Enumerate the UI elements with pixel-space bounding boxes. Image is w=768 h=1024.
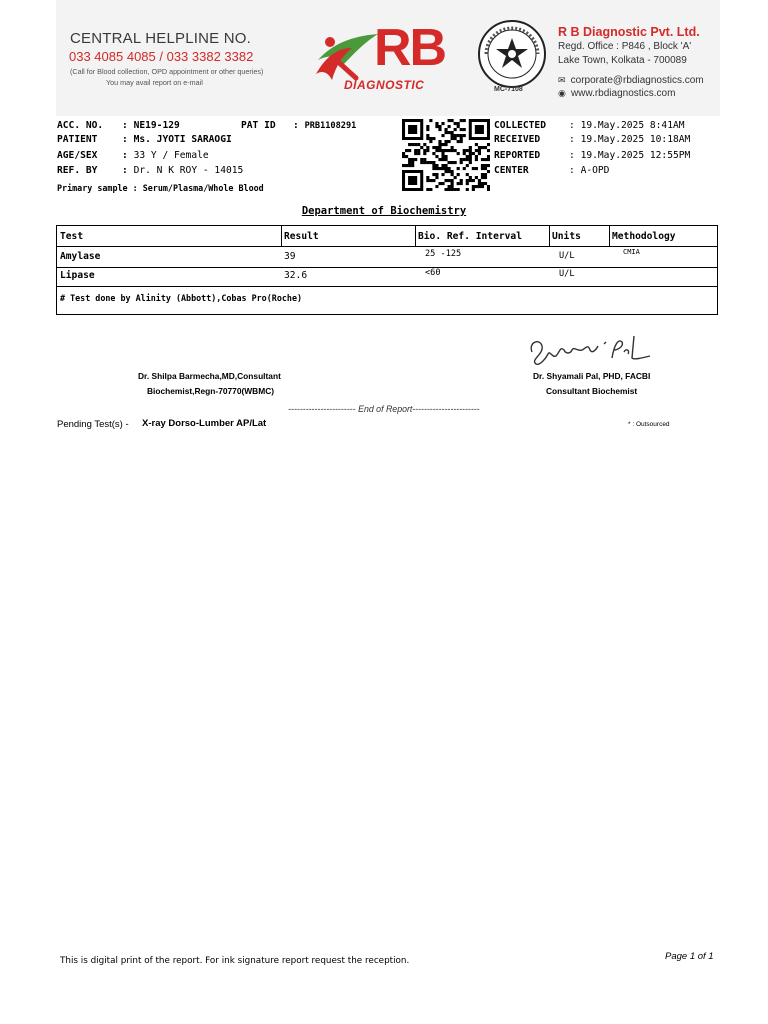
col-header-ref-interval: Bio. Ref. Interval: [418, 231, 522, 242]
accreditation-seal-icon: [476, 18, 548, 90]
received-value: : 19.May.2025 10:18AM: [569, 134, 691, 145]
logo-text: RB: [374, 19, 446, 77]
company-email: corporate@rbdiagnostics.com: [570, 75, 704, 86]
row-amylase-units: U/L: [559, 251, 575, 261]
patient-label: PATIENT: [57, 134, 98, 145]
right-signatory-line1: Dr. Shyamali Pal, PHD, FACBI: [533, 371, 651, 381]
row-lipase-result: 32.6: [284, 270, 308, 281]
primary-sample: Primary sample : Serum/Plasma/Whole Blood: [57, 183, 264, 193]
ref-value: : Dr. N K ROY - 14015: [122, 165, 244, 176]
web-row: [558, 81, 675, 100]
received-label: RECEIVED: [494, 134, 541, 145]
qr-code: [402, 119, 490, 191]
col-header-test: Test: [60, 231, 84, 242]
outsourced-legend: * : Outsourced: [628, 421, 670, 428]
pat-id-label: PAT ID: [241, 120, 276, 131]
row-amylase-result: 39: [284, 251, 296, 262]
row-amylase-ref: 25 -125: [425, 249, 462, 259]
logo-figure-icon: [312, 26, 382, 84]
row-lipase-test: Lipase: [60, 270, 95, 281]
col-header-methodology: Methodology: [612, 231, 676, 242]
footer-note: This is digital print of the report. For ink signature report request the reception.: [60, 956, 410, 966]
row-amylase-method: CMIA: [623, 248, 640, 256]
center-value: : A-OPD: [569, 165, 610, 176]
left-signatory-line1: Dr. Shilpa Barmecha,MD,Consultant: [138, 371, 281, 381]
helpline-numbers: 033 4085 4085 / 033 3382 3382: [69, 49, 254, 64]
pending-label: Pending Test(s) -: [57, 419, 129, 430]
ref-label: REF. BY: [57, 165, 98, 176]
patient-name: : Ms. JYOTI SARAOGI: [122, 134, 232, 145]
col-header-result: Result: [284, 231, 319, 242]
right-signatory-line2: Consultant Biochemist: [546, 386, 638, 396]
reported-label: REPORTED: [494, 150, 541, 161]
logo-subtitle: DIAGNOSTIC: [344, 78, 425, 92]
reported-value: : 19.May.2025 12:55PM: [569, 150, 691, 161]
acc-value: : NE19-129: [122, 120, 180, 131]
collected-label: COLLECTED: [494, 120, 546, 131]
test-note: # Test done by Alinity (Abbott),Cobas Pro(Roche): [60, 293, 303, 303]
company-name: R B Diagnostic Pvt. Ltd.: [558, 25, 700, 39]
results-table: [56, 225, 718, 315]
helpline-title: CENTRAL HELPLINE NO.: [70, 30, 251, 47]
helpline-email-note: You may avail report on e-mail: [106, 78, 203, 87]
company-website: www.rbdiagnostics.com: [570, 88, 676, 99]
row-lipase-ref: <60: [425, 268, 441, 278]
department-title: Department of Biochemistry: [301, 205, 467, 217]
pat-id-value: : PRB1108291: [293, 120, 357, 131]
pending-test-value: X-ray Dorso-Lumber AP/Lat: [142, 418, 267, 429]
center-label: CENTER: [494, 165, 529, 176]
globe-icon: ◉: [558, 89, 566, 99]
col-header-units: Units: [552, 231, 581, 242]
acc-label: ACC. NO.: [57, 120, 104, 131]
row-lipase-units: U/L: [559, 269, 575, 279]
email-icon: ✉: [558, 76, 566, 86]
handwritten-signature: [526, 328, 656, 370]
collected-value: : 19.May.2025 8:41AM: [569, 120, 685, 131]
seal-code: MC-7108: [494, 86, 523, 93]
row-amylase-test: Amylase: [60, 251, 101, 262]
end-of-report: ----------------------- End of Report-----------------------: [288, 404, 480, 414]
company-address-line2: Lake Town, Kolkata - 700089: [558, 55, 687, 66]
age-label: AGE/SEX: [57, 150, 98, 161]
age-sex-value: : 33 Y / Female: [122, 150, 209, 161]
left-signatory-line2: Biochemist,Regn-70770(WBMC): [147, 386, 275, 396]
helpline-note: (Call for Blood collection, OPD appointment or other queries): [70, 67, 264, 76]
company-address-line1: Regd. Office : P846 , Block 'A': [558, 41, 692, 52]
page-number: Page 1 of 1: [665, 951, 714, 962]
